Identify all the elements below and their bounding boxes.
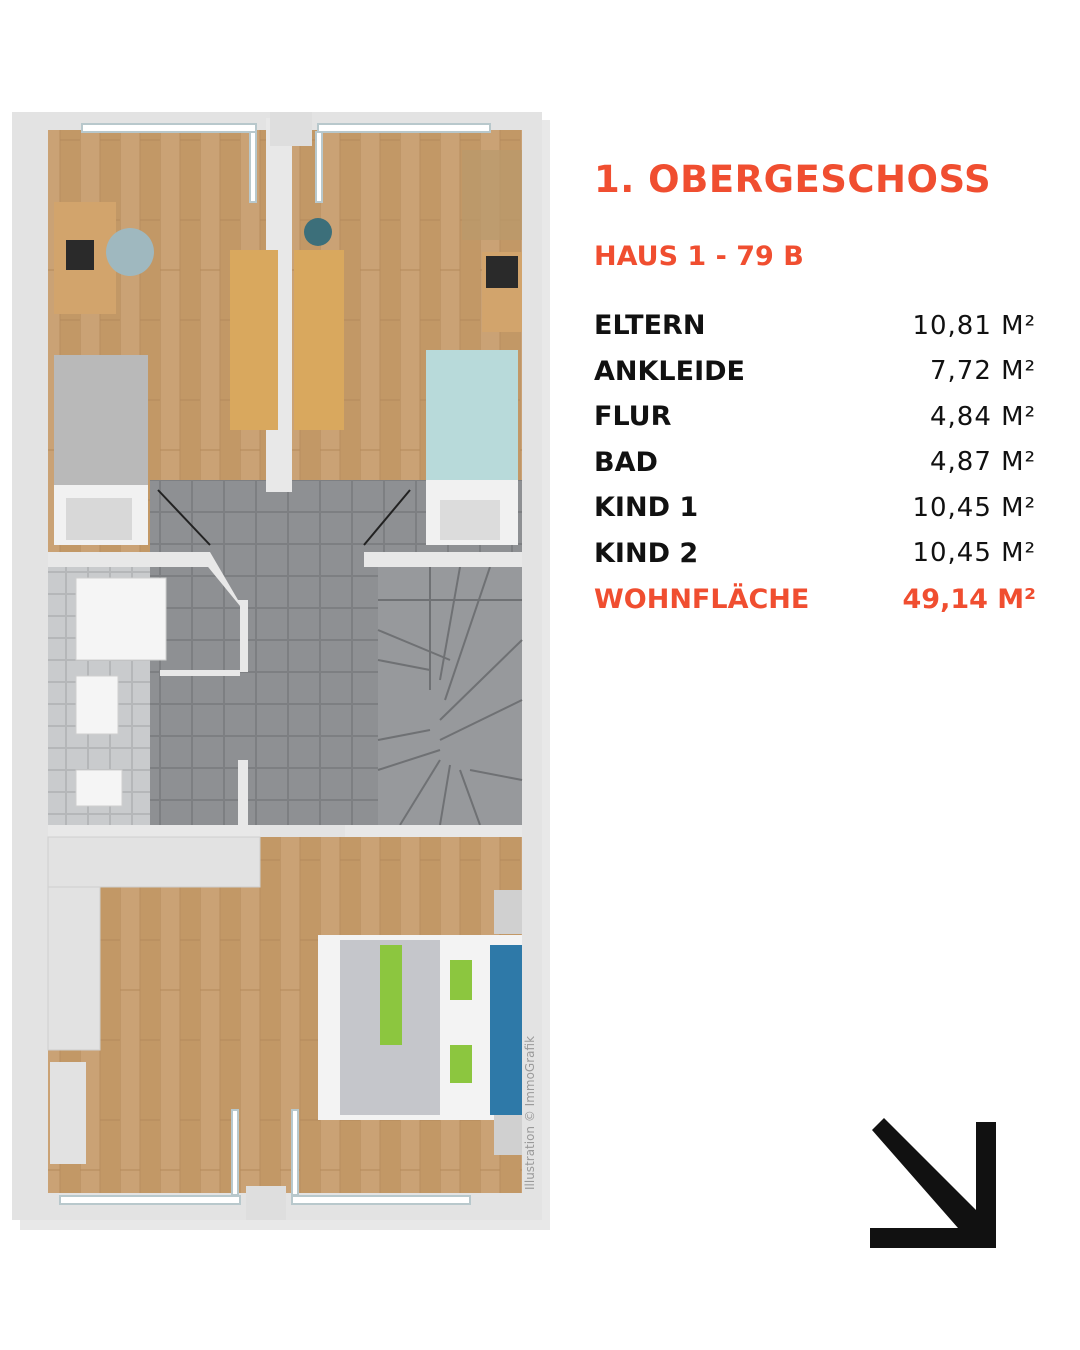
room-row-kind-1 [594, 485, 1036, 531]
staircase [378, 567, 522, 825]
room-name: ANKLEIDE [594, 355, 745, 387]
illustration-credit: Illustration © ImmoGrafik [523, 1035, 537, 1190]
room-row-ankleide [594, 349, 1036, 395]
room-list [594, 303, 1036, 576]
room-area: 7,72 M² [929, 356, 1036, 387]
room-row-eltern [594, 303, 1036, 349]
room-name: KIND 2 [594, 537, 699, 569]
room-name: BAD [594, 446, 658, 478]
room-name: KIND 1 [594, 492, 699, 524]
house-label: HAUS 1 - 79 B [594, 241, 804, 272]
floor-plan [0, 0, 560, 1240]
room-area: 4,84 M² [929, 401, 1036, 432]
room-area: 10,45 M² [912, 538, 1036, 569]
total-value: 49,14 M² [902, 584, 1036, 615]
room-row-flur [594, 394, 1036, 440]
room-row-bad [594, 440, 1036, 486]
arrow-down-right-icon [868, 1118, 1000, 1252]
room-name: ELTERN [594, 310, 706, 342]
room-area: 10,81 M² [912, 310, 1036, 341]
room-area: 4,87 M² [929, 447, 1036, 478]
page-title: 1. OBERGESCHOSS [594, 158, 992, 201]
room-area: 10,45 M² [912, 492, 1036, 523]
total-label: WOHNFLÄCHE [594, 584, 810, 615]
room-name: FLUR [594, 401, 672, 433]
room-row-kind-2 [594, 531, 1036, 577]
total-living-area [594, 584, 1036, 615]
